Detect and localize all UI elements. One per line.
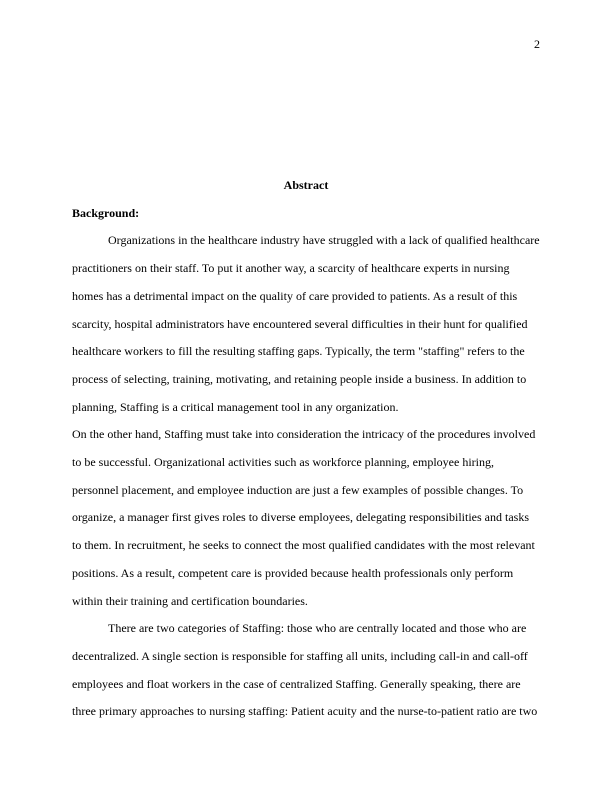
section-heading-background: Background: <box>72 205 140 220</box>
paragraph-line: planning, Staffing is a critical management tool in any organization. <box>72 399 399 414</box>
paragraph-line: decentralized. A single section is responsible for staffing all units, including call-in and call-off <box>72 648 528 663</box>
paragraph-line: within their training and certification boundaries. <box>72 593 308 608</box>
paragraph-3 <box>72 615 540 726</box>
paragraph-line: to them. In recruitment, he seeks to connect the most qualified candidates with the most relevant <box>72 538 535 553</box>
paragraph-1 <box>72 227 540 421</box>
paragraph-line: three primary approaches to nursing staffing: Patient acuity and the nurse-to-patient ratio are two <box>72 704 538 719</box>
paragraph-2 <box>72 421 540 615</box>
paragraph-line: to be successful. Organizational activities such as workforce planning, employee hiring, <box>72 455 494 470</box>
paragraph-line: There are two categories of Staffing: those who are centrally located and those who are <box>108 621 527 636</box>
paragraph-line: scarcity, hospital administrators have encountered several difficulties in their hunt for qualified <box>72 316 528 331</box>
document-body <box>72 172 540 726</box>
paragraph-line: homes has a detrimental impact on the quality of care provided to patients. As a result of this <box>72 288 518 303</box>
paragraph-line: organize, a manager first gives roles to diverse employees, delegating responsibilities and tasks <box>72 510 529 525</box>
paragraph-line: On the other hand, Staffing must take into consideration the intricacy of the procedures involved <box>72 427 536 442</box>
paragraph-line: practitioners on their staff. To put it another way, a scarcity of healthcare experts in nursing <box>72 261 510 276</box>
paragraph-line: process of selecting, training, motivating, and retaining people inside a business. In addition to <box>72 371 527 386</box>
page-number: 2 <box>534 37 540 51</box>
paragraph-line: positions. As a result, competent care is provided because health professionals only perform <box>72 565 514 580</box>
paragraph-line: healthcare workers to fill the resulting staffing gaps. Typically, the term "staffing" refers to the <box>72 344 525 359</box>
paragraph-line: employees and float workers in the case of centralized Staffing. Generally speaking, there are <box>72 676 521 691</box>
paragraph-line: Organizations in the healthcare industry have struggled with a lack of qualified healthcare <box>108 233 540 248</box>
abstract-title: Abstract <box>283 178 329 192</box>
paragraph-line: personnel placement, and employee induction are just a few examples of possible changes. To <box>72 482 524 497</box>
